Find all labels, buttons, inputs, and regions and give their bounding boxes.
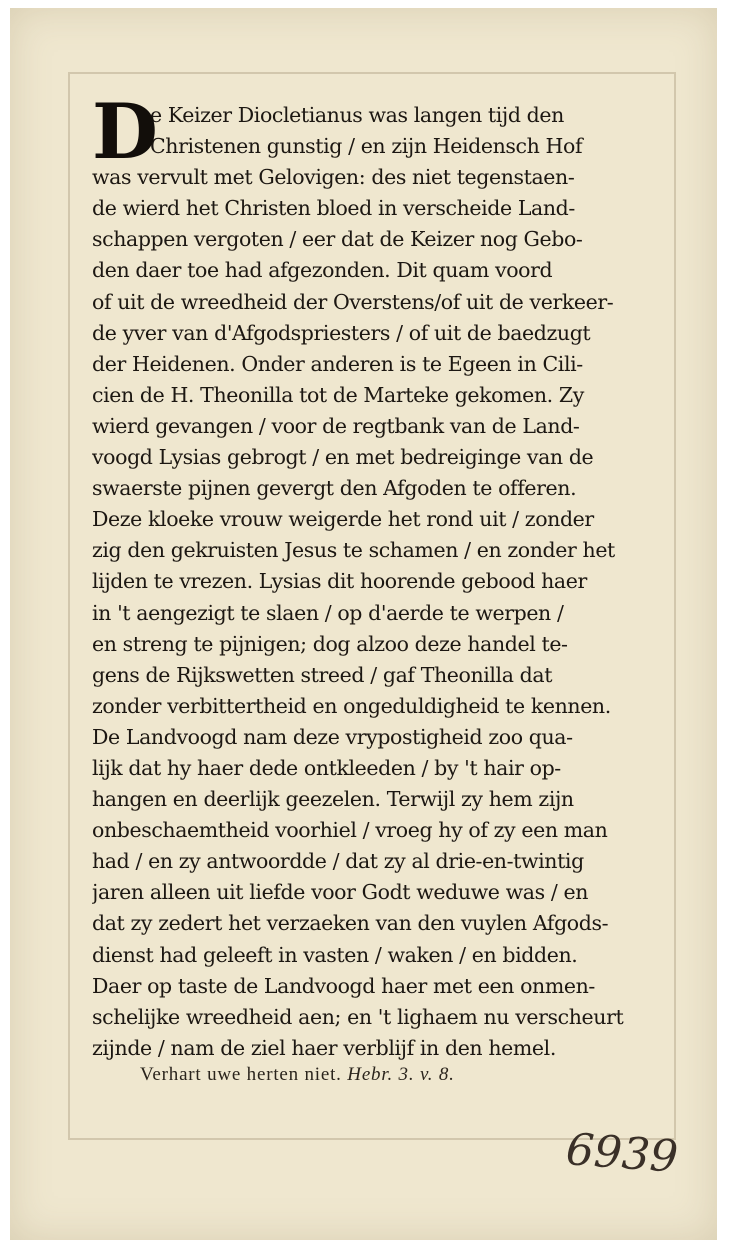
verse-reference: Hebr. 3. v. 8. (347, 1064, 455, 1085)
drop-cap: D (92, 87, 158, 176)
text-line: lijden te vrezen. Lysias dit hoorende gebood haer (92, 569, 587, 594)
text-line: in 't aengezigt te slaen / op d'aerde te werpen / (92, 600, 564, 625)
scripture-verse (140, 1064, 640, 1086)
text-line: zig den gekruisten Jesus te schamen / en zonder het (92, 538, 615, 563)
body-text (92, 87, 662, 1064)
text-line: de wierd het Christen bloed in verscheide Land- (92, 196, 575, 221)
text-line: was vervult met Gelovigen: des niet tegenstaen- (92, 165, 575, 190)
text-line: onbeschaemtheid voorhiel / vroeg hy of zy een man (92, 818, 608, 843)
text-line: had / en zy antwoordde / dat zy al drie-en-twintig (92, 849, 584, 874)
inventory-number: 6939 (564, 1124, 680, 1183)
text-line: Daer op taste de Landvoogd haer met een onmen- (92, 973, 595, 998)
text-line: swaerste pijnen gevergt den Afgoden te offeren. (92, 476, 577, 501)
text-line: of uit de wreedheid der Overstens/of uit de verkeer- (92, 289, 614, 314)
text-line: Christenen gunstig / en zijn Heidensch Hof (150, 134, 583, 159)
text-line: wierd gevangen / voor de regtbank van de Land- (92, 413, 580, 438)
text-line: e Keizer Diocletianus was langen tijd den (150, 103, 564, 127)
text-line: hangen en deerlijk geezelen. Terwijl zy hem zijn (92, 787, 574, 812)
text-line: den daer toe had afgezonden. Dit quam voord (92, 258, 553, 283)
text-line: zijnde / nam de ziel haer verblijf in den hemel. (92, 1035, 556, 1060)
text-line: De Landvoogd nam deze vrypostigheid zoo qua- (92, 724, 573, 749)
text-line: voogd Lysias gebrogt / en met bedreiginge van de (92, 445, 594, 470)
text-line: en streng te pijnigen; dog alzoo deze handel te- (92, 631, 568, 656)
text-line: dienst had geleeft in vasten / waken / en bidden. (92, 942, 578, 967)
text-line: schelijke wreedheid aen; en 't lighaem nu verscheurt (92, 1004, 624, 1029)
text-line: schappen vergoten / eer dat de Keizer nog Gebo- (92, 227, 583, 252)
text-line: de yver van d'Afgodspriesters / of uit de baedzugt (92, 320, 591, 345)
verse-text: Verhart uwe herten niet. (140, 1064, 342, 1085)
text-line: cien de H. Theonilla tot de Marteke gekomen. Zy (92, 382, 584, 407)
text-line: jaren alleen uit liefde voor Godt weduwe was / en (92, 880, 589, 905)
text-line: dat zy zedert het verzaeken van den vuylen Afgods- (92, 911, 609, 936)
text-line: lijk dat hy haer dede ontkleeden / by 't hair op- (92, 755, 561, 780)
text-line: der Heidenen. Onder anderen is te Egeen in Cili- (92, 351, 583, 376)
text-line: gens de Rijkswetten streed / gaf Theonilla dat (92, 662, 553, 687)
text-line: zonder verbittertheid en ongeduldigheid te kennen. (92, 693, 611, 718)
text-line: Deze kloeke vrouw weigerde het rond uit / zonder (92, 507, 594, 532)
